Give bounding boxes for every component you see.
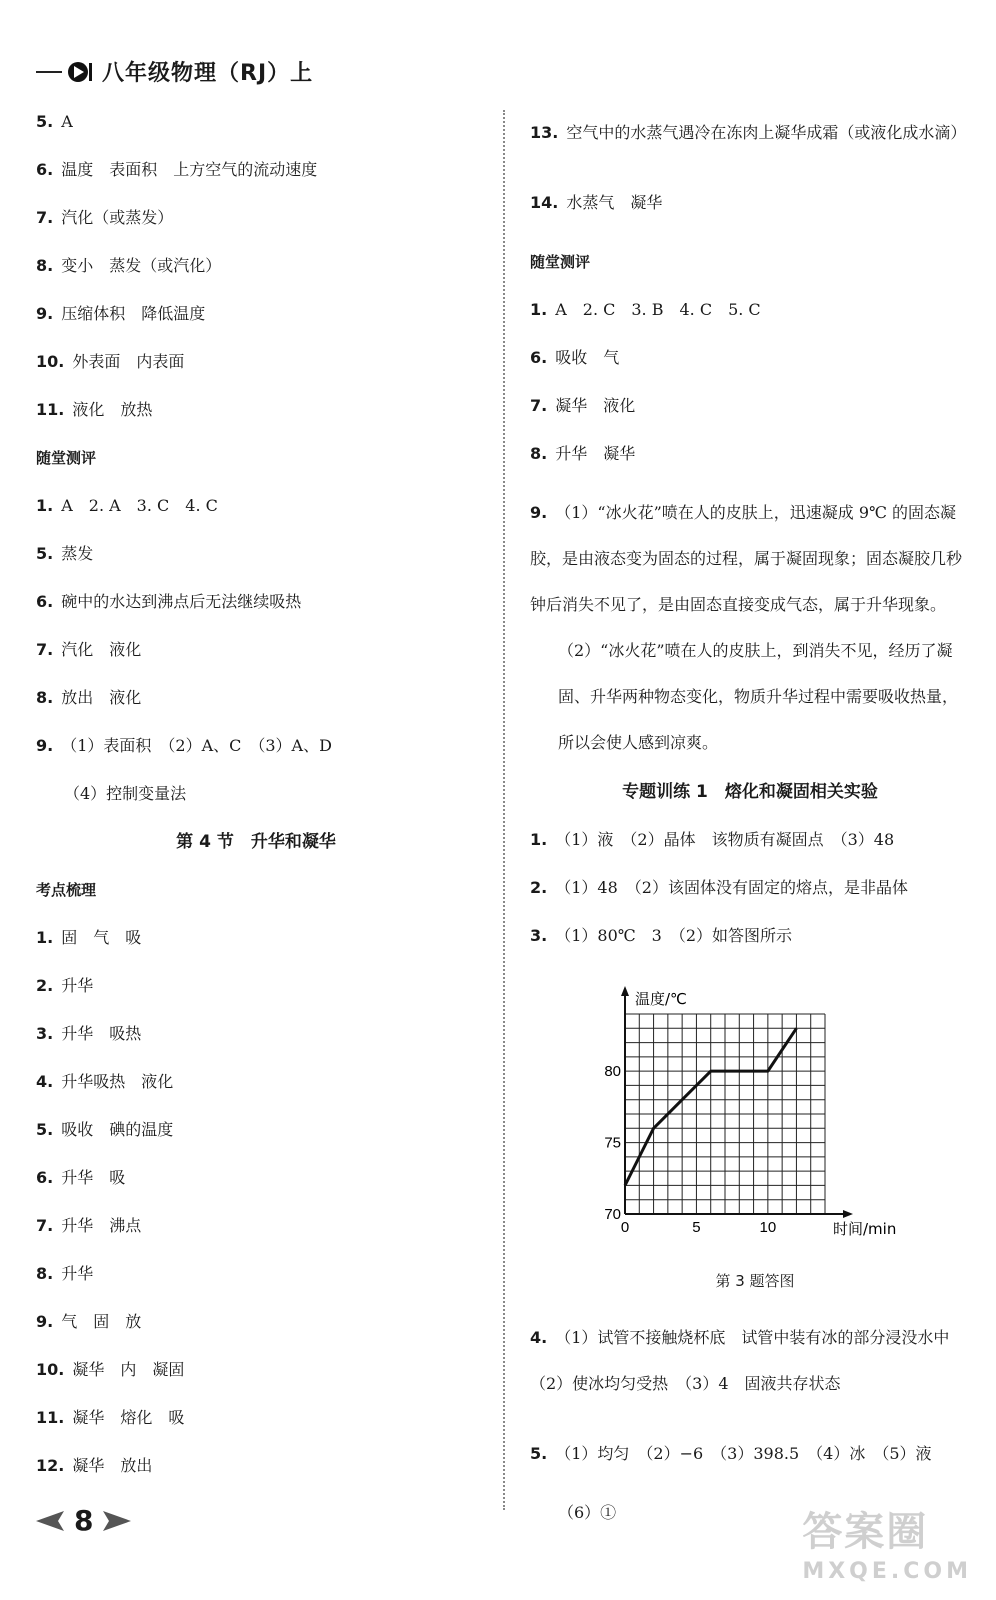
answer-9-paragraph-1	[530, 490, 970, 628]
y-tick-label: 75	[604, 1134, 621, 1152]
answer-item	[36, 302, 476, 326]
answer-text: （1）“冰火花”喷在人的皮肤上，迅速凝成 9℃ 的固态凝胶，是由液态变为固态的过程，属于凝固现象；固态凝胶几秒钟后消失不见了，是由固态直接变成气态，属于升华现象。	[530, 503, 963, 614]
answer-list-left-b	[36, 494, 476, 758]
answer-item	[530, 876, 970, 900]
answer-text: 升华	[61, 1264, 94, 1283]
section-heading-quiz-right: 随堂测评	[530, 253, 591, 271]
arrow-right-icon	[103, 1511, 131, 1531]
topic-title: 专题训练 1 熔化和凝固相关实验	[622, 782, 878, 802]
answer-item	[530, 346, 970, 370]
answer-item	[36, 974, 476, 998]
answer-number: 7.	[36, 1216, 54, 1235]
watermark-line2: MXQE.COM	[802, 1559, 972, 1584]
answer-item	[36, 494, 476, 518]
x-tick-label: 5	[692, 1219, 701, 1236]
answer-text: （1）48 （2）该固体没有固定的熔点，是非晶体	[555, 878, 908, 897]
answer-number: 5.	[530, 1444, 548, 1463]
answer-number: 13.	[530, 123, 559, 142]
answer-text: 变小 蒸发（或汽化）	[61, 256, 222, 275]
answer-item	[36, 638, 476, 662]
answer-text: （1）均匀 （2）−6 （3）398.5 （4）冰 （5）液	[555, 1444, 932, 1463]
answer-number: 6.	[530, 348, 548, 367]
answer-text: 升华吸热 液化	[61, 1072, 174, 1091]
answer-item	[530, 394, 970, 418]
answer-number: 14.	[530, 193, 559, 212]
answer-text: 外表面 内表面	[72, 352, 185, 371]
x-tick-label: 0	[620, 1219, 630, 1236]
answer-item	[36, 1214, 476, 1238]
answer-item	[530, 828, 970, 852]
answer-number: 8.	[36, 256, 54, 275]
answer-text: 凝华 液化	[555, 396, 636, 415]
answer-text: 气 固 放	[61, 1312, 142, 1331]
answer-number: 5.	[36, 544, 54, 563]
answer-number: 6.	[36, 1168, 54, 1187]
answer-text: 升华 吸热	[61, 1024, 142, 1043]
section-heading-quiz-left: 随堂测评	[36, 449, 97, 467]
play-circle-icon	[66, 60, 94, 84]
page-header	[36, 56, 313, 87]
answer-item	[36, 158, 476, 182]
answer-item	[530, 924, 970, 948]
answer-text: 汽化 液化	[61, 640, 142, 659]
y-axis-label: 温度/℃	[635, 990, 687, 1008]
answer-item	[36, 1118, 476, 1142]
page-number: 8	[74, 1504, 94, 1537]
answer-number: 4.	[36, 1072, 54, 1091]
answer-item	[36, 542, 476, 566]
answer-number: 10.	[36, 1360, 65, 1379]
answer-item	[36, 1166, 476, 1190]
answer-item	[36, 1454, 476, 1478]
answer-item	[36, 206, 476, 230]
answer-9-continued: （4）控制变量法	[64, 784, 187, 803]
answer-text: 吸收 碘的温度	[61, 1120, 174, 1139]
y-tick-label: 70	[604, 1206, 621, 1223]
answer-number: 10.	[36, 352, 65, 371]
answer-text: 压缩体积 降低温度	[61, 304, 206, 323]
answer-item	[36, 686, 476, 710]
answer-text: 升华 凝华	[555, 444, 636, 463]
answer-text: 升华 沸点	[61, 1216, 142, 1235]
answer-number: 7.	[36, 640, 54, 659]
answer-number: 8.	[530, 444, 548, 463]
answer-text: 凝华 内 凝固	[72, 1360, 185, 1379]
answer-item	[36, 110, 476, 134]
x-axis-label: 时间/min	[833, 1220, 897, 1238]
section-heading-key-points: 考点梳理	[36, 881, 97, 899]
x-tick-label: 10	[759, 1219, 777, 1236]
answer-text: A	[61, 112, 73, 131]
answer-item	[36, 254, 476, 278]
page-footer	[36, 1504, 131, 1537]
answer-number: 1.	[36, 928, 54, 947]
answer-list-left-c	[36, 926, 476, 1478]
answer-text: 吸收 气	[555, 348, 620, 367]
answer-number: 1.	[530, 830, 548, 849]
left-column	[36, 110, 476, 1502]
answer-number: 1.	[36, 496, 54, 515]
answer-9-paragraph-2: （2）“冰火花”喷在人的皮肤上，到消失不见，经历了凝固、升华两种物态变化，物质升华过程中需要吸收热量，所以会使人感到凉爽。	[558, 641, 959, 752]
answer-text: 汽化（或蒸发）	[61, 208, 174, 227]
answer-item	[36, 590, 476, 614]
answer-item	[36, 1406, 476, 1430]
watermark-line1: 答案圈	[802, 1509, 929, 1555]
answer-5-continued: （6）①	[558, 1503, 617, 1522]
answer-list-right-a	[530, 110, 970, 226]
y-tick-label: 80	[604, 1063, 621, 1081]
answer-number: 9.	[36, 304, 54, 323]
answer-number: 8.	[36, 1264, 54, 1283]
answer-item	[36, 1022, 476, 1046]
answer-number: 1.	[530, 300, 548, 319]
answer-text: （1）试管不接触烧杯底 试管中装有冰的部分浸没水中 （2）使冰均匀受热 （3）4 固液共存状态	[530, 1328, 966, 1393]
answer-text: A 2. C 3. B 4. C 5. C	[555, 300, 761, 319]
answer-number: 7.	[530, 396, 548, 415]
answer-text: 固 气 吸	[61, 928, 142, 947]
answer-item	[530, 298, 970, 322]
answer-item	[530, 180, 970, 226]
answer-item	[530, 1315, 970, 1407]
arrow-left-icon	[36, 1511, 64, 1531]
answer-item	[530, 1431, 970, 1477]
answer-item	[36, 1262, 476, 1286]
answer-number: 5.	[36, 112, 54, 131]
answer-number: 6.	[36, 160, 54, 179]
answer-list-right-b	[530, 298, 970, 466]
chapter-title: 第 4 节 升华和凝华	[176, 832, 336, 852]
answer-text: （1）表面积 （2）A、C （3）A、D	[61, 736, 332, 755]
answer-number: 9.	[530, 503, 548, 522]
right-column	[530, 110, 970, 1549]
answer-item	[36, 1310, 476, 1334]
answer-text: （1）液 （2）晶体 该物质有凝固点 （3）48	[555, 830, 895, 849]
answer-text: （1）80℃ 3 （2）如答图所示	[555, 926, 793, 945]
answer-item	[36, 1070, 476, 1094]
answer-list-right-d	[530, 1315, 970, 1477]
answer-number: 7.	[36, 208, 54, 227]
answer-number: 9.	[36, 736, 54, 755]
answer-number: 2.	[36, 976, 54, 995]
answer-list-left-a	[36, 110, 476, 422]
answer-text: 凝华 放出	[72, 1456, 153, 1475]
answer-number: 6.	[36, 592, 54, 611]
answer-number: 11.	[36, 1408, 65, 1427]
answer-text: A 2. A 3. C 4. C	[61, 496, 218, 515]
answer-text: 蒸发	[61, 544, 94, 563]
answer-number: 11.	[36, 400, 65, 419]
answer-number: 8.	[36, 688, 54, 707]
answer-text: 升华 吸	[61, 1168, 126, 1187]
answer-text: 水蒸气 凝华	[566, 193, 663, 212]
answer-text: 碗中的水达到沸点后无法继续吸热	[61, 592, 302, 611]
header-dash	[36, 71, 62, 73]
book-title: 八年级物理（RJ）上	[102, 61, 314, 86]
x-axis-arrow	[843, 1210, 853, 1218]
answer-item	[36, 398, 476, 422]
answer-text: 温度 表面积 上方空气的流动速度	[61, 160, 318, 179]
answer-number: 3.	[530, 926, 548, 945]
answer-text: 凝华 熔化 吸	[72, 1408, 185, 1427]
answer-item	[36, 350, 476, 374]
answer-number: 2.	[530, 878, 548, 897]
answer-item	[36, 1358, 476, 1382]
answer-text: 升华	[61, 976, 94, 995]
temperature-chart	[530, 972, 970, 1262]
answer-item	[36, 734, 476, 758]
answer-number: 4.	[530, 1328, 548, 1347]
answer-text: 放出 液化	[61, 688, 142, 707]
answer-number: 3.	[36, 1024, 54, 1043]
answer-item	[530, 442, 970, 466]
chart-caption: 第 3 题答图	[715, 1272, 795, 1290]
answer-number: 9.	[36, 1312, 54, 1331]
answer-item	[36, 926, 476, 950]
answer-text: 液化 放热	[72, 400, 153, 419]
y-axis-arrow	[621, 986, 629, 996]
column-divider	[503, 110, 505, 1510]
chart-svg	[530, 972, 970, 1262]
answer-number: 5.	[36, 1120, 54, 1139]
answer-text: 空气中的水蒸气遇冷在冻肉上凝华成霜（或液化成水滴）	[566, 123, 967, 142]
answer-list-right-c	[530, 828, 970, 948]
answer-item	[530, 110, 970, 156]
watermark	[802, 1500, 972, 1584]
answer-number: 12.	[36, 1456, 65, 1475]
